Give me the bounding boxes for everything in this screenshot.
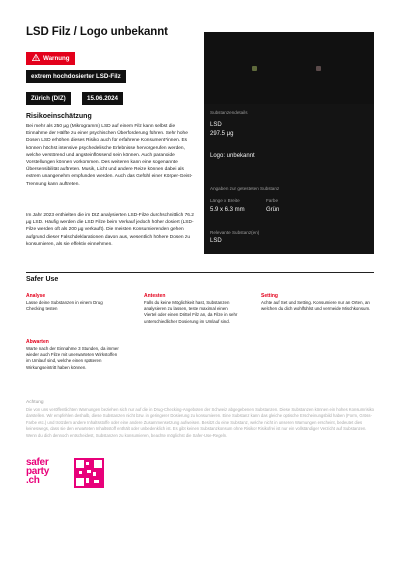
disclaimer-title: Achtung bbox=[26, 400, 44, 405]
section-divider bbox=[26, 272, 374, 273]
setting-text: Achte auf Set und Setting. Konsumiere nur an Orten, an welchen du dich wohlfühlst und vermeide Mischkonsum. bbox=[261, 300, 371, 312]
logo-line-3: .ch bbox=[26, 475, 40, 486]
antesten-block bbox=[144, 293, 239, 325]
color-label: Farbe bbox=[266, 198, 279, 203]
date-badge: 15.06.2024 bbox=[82, 92, 123, 105]
sample-image-front bbox=[252, 66, 257, 71]
size-label: Länge x Breite bbox=[210, 198, 240, 203]
disclaimer-text: Die von uns veröffentlichten Warnungen beziehen sich nur auf die in Drug-Checking-Angeboten der Schweiz abgegebenen Substanzen. Diese Substanzen können ein hohes Konsumrisiko darstellen. Wir empfehlen deshalb, diese Substanzen nicht bzw. in geringerer Dosierung zu konsumieren. Eine Substanz kann das gleiche optische Erscheinungsbild haben (Form, Gröss-Farbe etc.) und trotzdem andere Inhaltsstoffe oder eine andere Zusammensetzung aufweisen. Besitzt du eine Substanz, welche nicht in unseren Warnungen erscheint, bedeutet dies keineswegs, dass sie den erwarteten Inhaltsstoff enthält oder unbedenklich ist. Es gibt keinen Substanzkonsum ohne Risiko! Risikofrei ist nur ein vollständiger Verzicht auf Substanzen. Wenn du dich dennoch entscheidest, Substanzen zu konsumieren, beachte möglichst die Safer-Use-Regeln. bbox=[26, 407, 375, 438]
substance-panel bbox=[204, 32, 374, 254]
risk-paragraph-2: Im Jahr 2023 enthielten die im DIZ analysierten LSD-Filze durchschnittlich 76.2 µg LSD. Häufig werden die LSD Filze beim Verkauf jedoch höher dosiert (LSD-Filze werden oft als 200 µg verkauft). Die meisten Konsumierenden gehen aufgrund dieser Falschdeklarationen davon aus, wesentlich höhere Dosen zu konsumieren, als sie effektiv einnehmen. bbox=[26, 213, 194, 247]
risk-paragraph-1: Bei mehr als 250 µg (Mikrogramm) LSD auf einem Filz kann selbst die Einnahme der Hälfte zu einer psychischen Überforderung führen. Sehr hohe Dosen LSD erhöhen dieses Risiko auch für erfahrene Konsument*innen. Es können höchst intensive psychedelische Erlebnisse hervorgerufen werden, welche verstörend und angsteinflössend sein können. Auch paranoide Vorstellungen können vorkommen. Des weiteren kann eine sogenannte Übersensibilität auftreten. Musik, Licht und andere Reize können dabei als extrem unangenehm empfunden werden. Auch das Gefühl einer Körper-Geist-Trennung kann auftreten. bbox=[26, 124, 193, 187]
logo-value: Logo: unbekannt bbox=[210, 153, 255, 159]
antesten-title: Antesten bbox=[144, 293, 166, 299]
warning-label: Warnung bbox=[43, 55, 70, 62]
warning-badge bbox=[26, 52, 75, 65]
substance-photo bbox=[204, 32, 374, 104]
substance-name: LSD bbox=[210, 122, 222, 128]
page-title: LSD Filz / Logo unbekannt bbox=[26, 26, 168, 38]
relevant-label: Relevante Substanz(en) bbox=[210, 230, 260, 235]
dose-badge: extrem hochdosierter LSD-Filz bbox=[26, 70, 126, 83]
saferparty-logo bbox=[26, 458, 66, 485]
size-value: 5.9 x 6.3 mm bbox=[210, 207, 245, 213]
abwarten-title: Abwarten bbox=[26, 339, 49, 345]
antesten-text: Falls du keine Möglichkeit hast, Substanzen analysieren zu lassen, teste maximal einen Viertel oder einen Drittel Filz an, da Filze in sehr unterschiedlicher Dosierung im Umlauf sind. bbox=[144, 300, 238, 324]
relevant-value: LSD bbox=[210, 238, 222, 244]
analyse-block bbox=[26, 293, 121, 312]
sample-image-back bbox=[316, 66, 321, 71]
risk-title: Risikoeinschätzung bbox=[26, 113, 92, 120]
safer-use-title: Safer Use bbox=[26, 276, 59, 283]
setting-title: Setting bbox=[261, 293, 278, 299]
logo-line-2: party bbox=[26, 466, 49, 477]
qr-code[interactable] bbox=[74, 458, 104, 488]
location-badge: Zürich (DIZ) bbox=[26, 92, 71, 105]
warning-icon bbox=[32, 54, 40, 61]
substance-dose: 297.5 µg bbox=[210, 131, 234, 137]
logo-line-1: safer bbox=[26, 457, 49, 468]
color-value: Grün bbox=[266, 207, 280, 213]
substances-label: Substanzendetails bbox=[210, 110, 248, 115]
submitted-label: Angaben zur getesteten Substanz bbox=[210, 186, 280, 191]
abwarten-text: Warte nach der Einnahme 3 Stunden, da immer wieder auch Filze mit unerwarteten Wirkstoffen im Umlauf sind, welche einen späteren Wirkungseintritt haben können. bbox=[26, 346, 119, 370]
analyse-text: Lasse deine Substanzen in einem Drug Checking testen bbox=[26, 300, 103, 312]
analyse-title: Analyse bbox=[26, 293, 46, 299]
abwarten-block bbox=[26, 339, 121, 371]
setting-block bbox=[261, 293, 371, 312]
